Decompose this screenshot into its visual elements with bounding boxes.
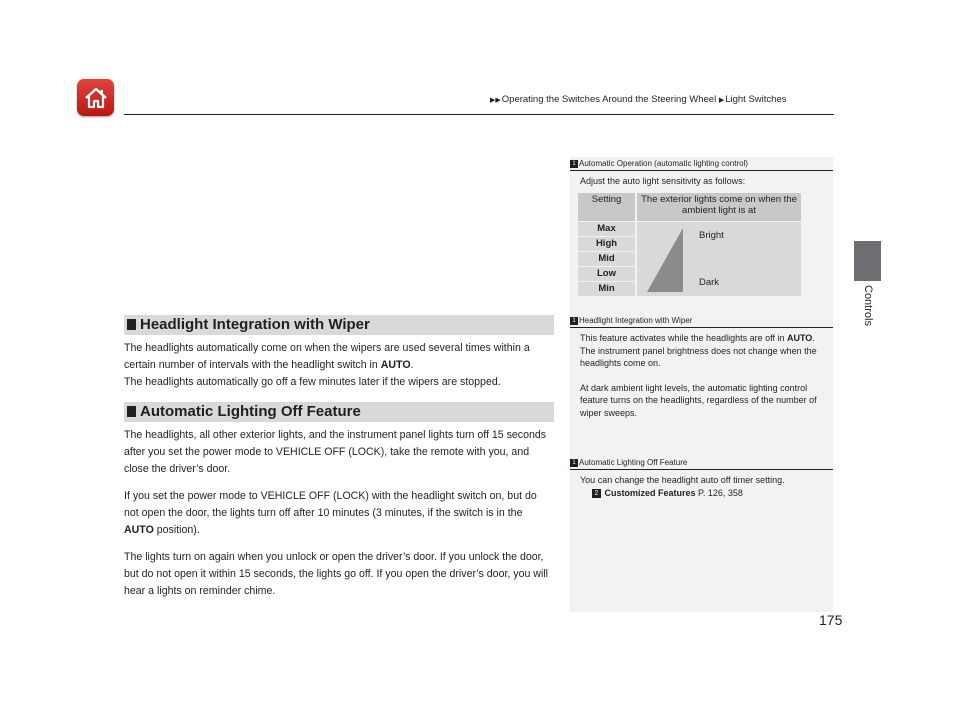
reference-pages[interactable]: P. 126, 358 (695, 488, 743, 498)
note-divider (570, 469, 833, 470)
note-title-text: Headlight Integration with Wiper (579, 316, 693, 325)
note-body: You can change the headlight auto off timer setting. (580, 475, 785, 485)
paragraph (124, 340, 554, 391)
table-row-label: Min (578, 282, 635, 296)
heading-bullet-icon (127, 406, 136, 417)
note-body: Adjust the auto light sensitivity as follows: (580, 176, 746, 186)
note-title (570, 316, 692, 326)
note-text: . (812, 333, 815, 343)
bold-text: AUTO (786, 333, 813, 343)
note-title (570, 458, 687, 468)
sensitivity-wedge-icon (645, 222, 705, 296)
section-heading-auto-off (124, 402, 554, 422)
paragraph-text: The headlights automatically come on when the wipers are used several times within a certain number of intervals with the headlight switch in (124, 342, 530, 371)
table-header-desc: The exterior lights come on when the ambient light is at (637, 193, 801, 221)
note-text: This feature activates while the headlights are off in (580, 333, 785, 343)
breadcrumb-item[interactable]: Light Switches (725, 94, 787, 105)
paragraph-text: . (410, 359, 414, 371)
note-marker-icon: 1 (570, 160, 578, 168)
header-divider (124, 114, 834, 115)
table-row-label: High (578, 237, 635, 251)
breadcrumb-item[interactable]: Operating the Switches Around the Steering Wheel (501, 94, 717, 105)
home-icon (83, 86, 109, 110)
page-number: 175 (819, 612, 843, 628)
breadcrumb (490, 94, 786, 105)
note-body (580, 332, 828, 419)
note-divider (570, 327, 833, 328)
breadcrumb-arrow-icon: ▶ (718, 97, 725, 104)
table-row-label: Mid (578, 252, 635, 266)
chapter-tab-label: Controls (862, 285, 874, 326)
section-title: Headlight Integration with Wiper (140, 316, 370, 333)
reference-label[interactable]: Customized Features (604, 488, 696, 498)
paragraph-text: position). (153, 524, 200, 536)
chapter-tab-label-box (856, 285, 880, 345)
table-row-label: Low (578, 267, 635, 281)
dark-label: Dark (699, 277, 720, 288)
heading-bullet-icon (127, 319, 136, 330)
note-text: At dark ambient light levels, the automatic lighting control feature turns on the headlights, regardless of the number of wiper sweeps. (580, 382, 817, 418)
cross-reference-link[interactable] (592, 487, 743, 500)
paragraph: The lights turn on again when you unlock or open the driver’s door. If you unlock the door, but do not open it within 15 seconds, the lights go off. If you open the driver’s door, you will hear a lights on reminder chime. (124, 551, 549, 597)
paragraph (124, 488, 554, 539)
bright-label: Bright (699, 230, 724, 241)
reference-arrow-icon: 2 (592, 489, 601, 498)
paragraph: The headlights, all other exterior lights, and the instrument panel lights turn off 15 seconds after you set the power mode to VEHICLE OFF (LOCK), take the remote with you, and close the driver’s door. (124, 429, 547, 475)
bold-text: AUTO (124, 524, 154, 536)
note-marker-icon: 1 (570, 459, 578, 467)
note-text: The instrument panel brightness does not change when the headlights come on. (580, 345, 817, 368)
note-title-text: Automatic Lighting Off Feature (579, 458, 688, 467)
bold-text: AUTO (380, 359, 411, 371)
section-heading-headlight-wiper (124, 315, 554, 335)
breadcrumb-arrow-icon: ▶▶ (490, 97, 501, 104)
section-title: Automatic Lighting Off Feature (140, 403, 361, 420)
home-button[interactable] (77, 79, 114, 116)
note-title-text: Automatic Operation (automatic lighting control) (579, 159, 748, 168)
paragraph-text: If you set the power mode to VEHICLE OFF (LOCK) with the headlight switch on, but do not open the door, the lights turn off after 10 minutes (3 minutes, if the switch is in the (124, 490, 537, 519)
table-row-label: Max (578, 222, 635, 236)
paragraph-text: The headlights automatically go off a few minutes later if the wipers are stopped. (124, 376, 501, 388)
note-marker-icon: 1 (570, 317, 578, 325)
note-divider (570, 170, 833, 171)
note-title (570, 159, 748, 169)
chapter-tab[interactable] (854, 241, 881, 281)
table-header-setting: Setting (578, 193, 635, 221)
sensitivity-scale-cell (637, 222, 801, 296)
